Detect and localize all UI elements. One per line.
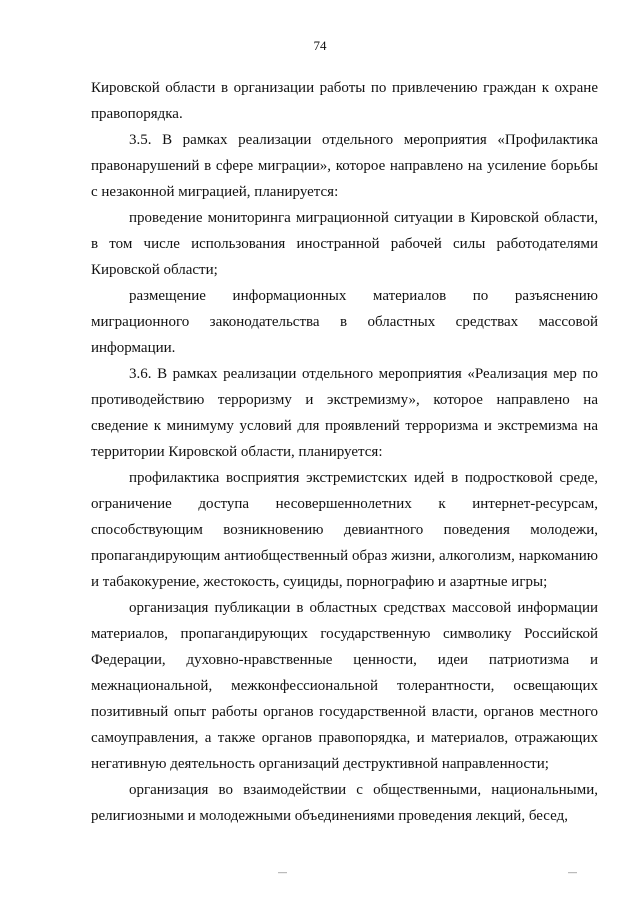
paragraph-info-materials: размещение информационных материалов по разъяснению миграционного законодательства в областных средствах массовой информации. <box>91 288 598 356</box>
paragraph-section-3-5: 3.5. В рамках реализации отдельного мероприятия «Профилактика правонарушений в сфере миграции», которое направлено на усиление борьбы с незаконной миграцией, планируется: <box>91 132 598 200</box>
paragraph-migration-monitoring: проведение мониторинга миграционной ситуации в Кировской области, в том числе использования иностранной рабочей силы работодателями Кировской области; <box>91 210 598 278</box>
paragraph-lectures: организация во взаимодействии с общественными, национальными, религиозными и молодежными объединениями проведения лекций, бесед, <box>91 782 598 824</box>
paragraph-section-3-6: 3.6. В рамках реализации отдельного мероприятия «Реализация мер по противодействию терроризму и экстремизму», которое направлено на сведение к минимуму условий для проявлений терроризма и экстремизма на территории Кировской области, планируется: <box>91 366 598 460</box>
footer-mark-left: — <box>278 867 287 877</box>
paragraph-extremism-prevention: профилактика восприятия экстремистских идей в подростковой среде, ограничение доступа несовершеннолетних к интернет-ресурсам, способствующим возникновению девиантного поведения молодежи, пропагандирующим антиобщественный образ жизни, алкоголизм, наркоманию и табакокурение, жестокость, суициды, порнографию и азартные игры; <box>91 470 598 590</box>
footer-mark-right: — <box>568 867 577 877</box>
document-body <box>91 75 598 829</box>
page-number: 74 <box>313 38 327 53</box>
paragraph-continuation: Кировской области в организации работы по привлечению граждан к охране правопорядка. <box>91 80 598 122</box>
paragraph-media-publications: организация публикации в областных средствах массовой информации материалов, пропагандирующих государственную символику Российской Федерации, духовно-нравственные ценности, идеи патриотизма и межнациональной, межконфессиональной толерантности, освещающих позитивный опыт работы органов государственной власти, органов местного самоуправления, а также органов правопорядка, и материалов, отражающих негативную деятельность организаций деструктивной направленности; <box>91 600 598 772</box>
